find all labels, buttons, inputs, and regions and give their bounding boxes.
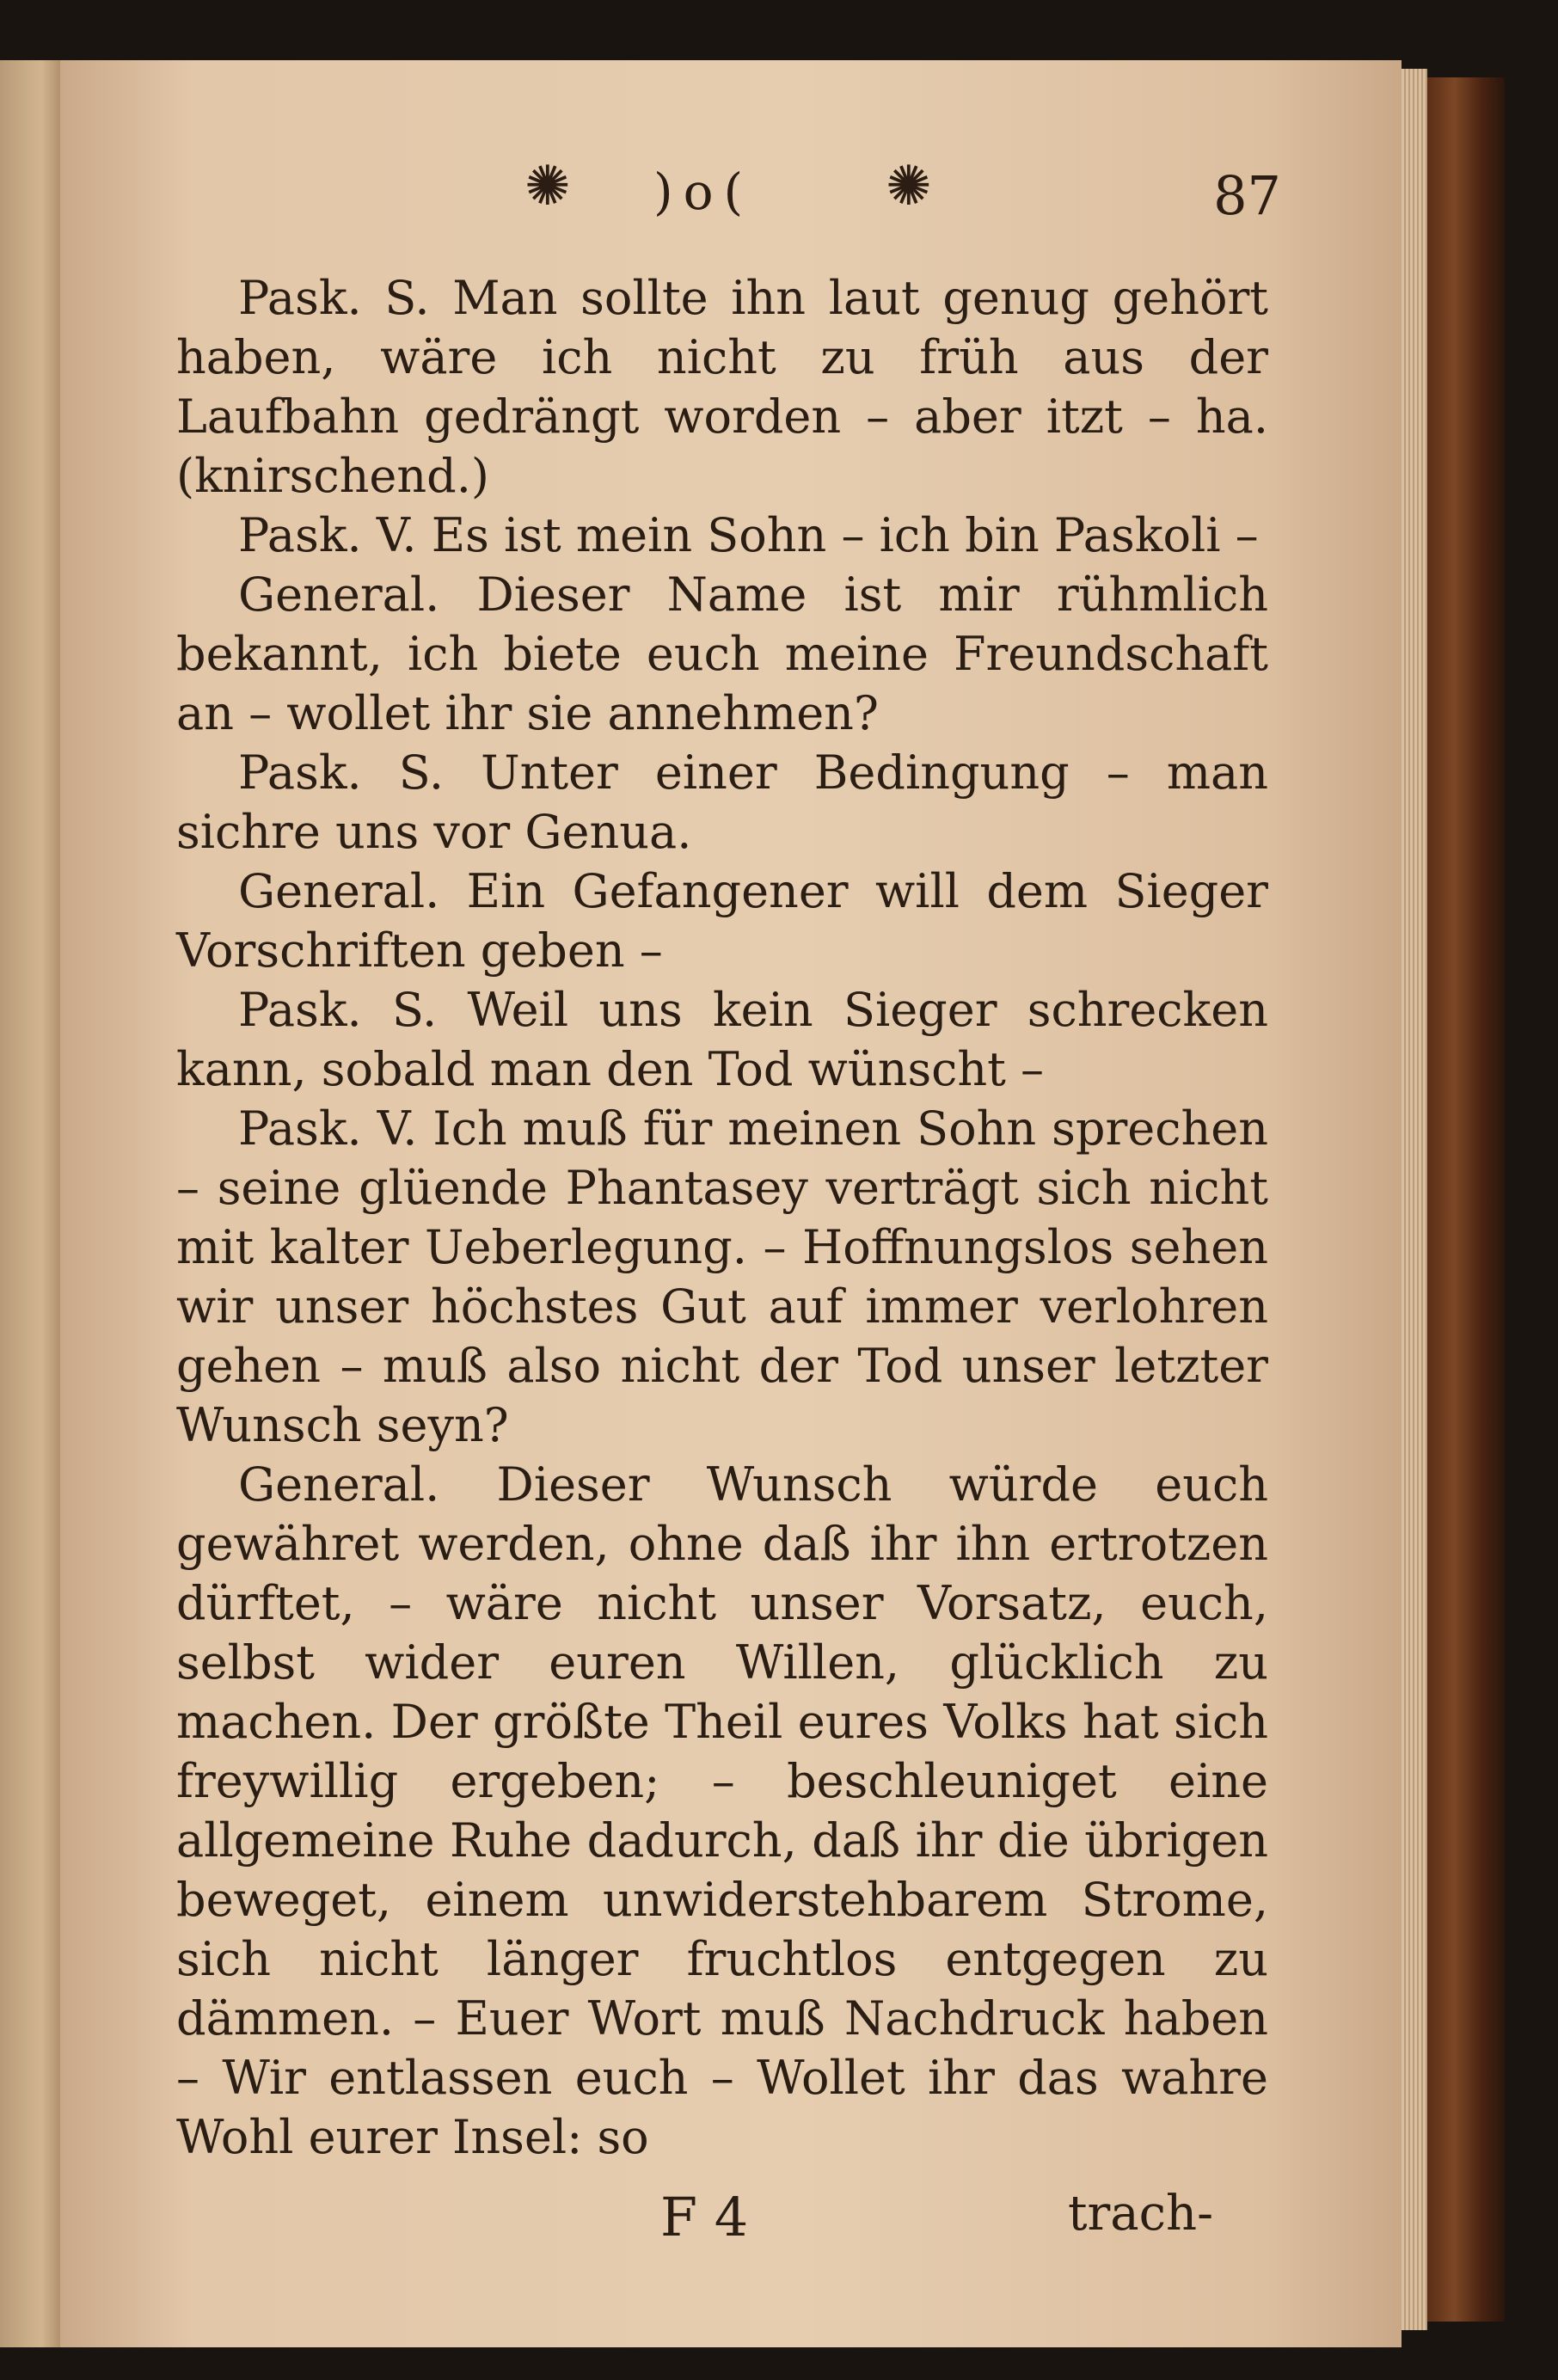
paragraph: General. Dieser Name ist mir rühmlich bekannt, ich biete euch meine Freundschaft an – wollet ihr sie annehmen? xyxy=(176,567,1268,740)
page-number: 87 xyxy=(1213,164,1281,227)
ornament-left-icon: ✺ xyxy=(524,155,571,218)
paragraph: General. Dieser Wunsch würde euch gewähret werden, ohne daß ihr ihn ertrotzen dürftet, – wäre nicht unser Vorsatz, euch, selbst wider euren Willen, glücklich zu machen. Der größte Theil eures Volks hat sich freywillig ergeben; – beschleuniget eine allgemeine Ruhe dadurch, daß ihr die übrigen beweget, einem unwiderstehbarem Strome, sich nicht länger fruchtlos entgegen zu dämmen. – Euer Wort muß Nachdruck haben – Wir entlassen euch – Wollet ihr das wahre Wohl eurer Insel: so xyxy=(176,1457,1268,2164)
paragraph: Pask. V. Es ist mein Sohn – ich bin Paskoli – xyxy=(238,508,1259,562)
ornament-right-icon: ✺ xyxy=(886,155,932,218)
running-header xyxy=(524,155,1281,236)
body-text xyxy=(176,268,1268,2167)
page-stack-edge xyxy=(1402,69,1427,2330)
left-page-edge xyxy=(0,60,69,2347)
signature-mark: F 4 xyxy=(660,2186,749,2248)
paragraph: Pask. S. Unter einer Bedingung – man sichre uns vor Genua. xyxy=(176,745,1268,859)
paragraph: Pask. S. Man sollte ihn laut genug gehört haben, wäre ich nicht zu früh aus der Laufbahn gedrängt worden – aber itzt – ha. (knirschend.) xyxy=(176,271,1268,503)
paragraph: Pask. V. Ich muß für meinen Sohn sprechen – seine glüende Phantasey verträgt sich nicht mit kalter Ueberlegung. – Hoffnungslos sehen wir unser höchstes Gut auf immer verlohren gehen – muß also nicht der Tod unser letzter Wunsch seyn? xyxy=(176,1101,1268,1452)
catchword: trach- xyxy=(1068,2186,1214,2242)
book-cover-edge xyxy=(1427,77,1505,2322)
header-brackets: )o( xyxy=(653,163,754,221)
paragraph: General. Ein Gefangener will dem Sieger Vorschriften geben – xyxy=(176,864,1268,978)
paragraph: Pask. S. Weil uns kein Sieger schrecken kann, sobald man den Tod wünscht – xyxy=(176,983,1268,1096)
